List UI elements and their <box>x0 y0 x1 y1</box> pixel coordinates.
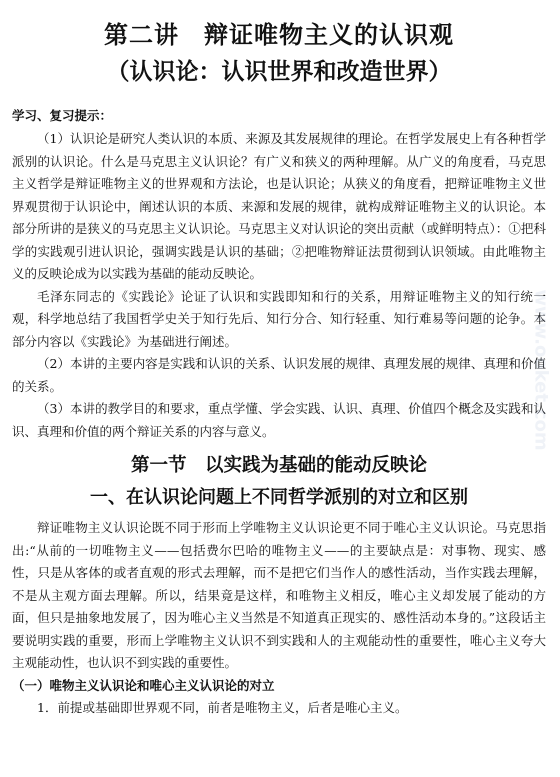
lecture-title: 第二讲 辩证唯物主义的认识观 <box>104 21 454 49</box>
study-paragraph-1: （1）认识论是研究人类认识的本质、来源及其发展规律的理论。在哲学发展史上有各种哲学派别的认识论。什么是马克思主义认识论？有广义和狭义的两种理解。从广义的角度看，马克思主义哲学是辩证唯物主义的世界观和方法论，也是认识论；从狭义的角度看，把辩证唯物主义世界观贯彻于认识论中，阐述认识的本质、来源和发展的规律，就构成辩证唯物主义的认识论。本部分所讲的是狭义的马克思主义认识论。马克思主义对认识论的突出贡献（或鲜明特点）：①把科学的实践观引进认识论，强调实践是认识的基础；②把唯物辩证法贯彻到认识领域。由此唯物主义的反映论成为以实践为基础的能动反映论。 <box>12 131 546 281</box>
subsection-title: 一、在认识论问题上不同哲学派别的对立和区别 <box>90 487 468 508</box>
list-item: 1．前提或基础即世界观不同，前者是唯物主义，后者是唯心主义。 <box>37 699 408 715</box>
study-paragraph-3: （2）本讲的主要内容是实践和认识的关系、认识发展的规律、真理发展的规律、真理和价值的关系。 <box>12 356 546 394</box>
study-paragraph-2: 毛泽东同志的《实践论》论证了认识和实践即知和行的关系，用辩证唯物主义的知行统一观，科学地总结了我国哲学史关于知行先后、知行分合、知行轻重、知行难易等问题的论争。本部分内容以《实践论》为基础进行阐述。 <box>12 288 546 349</box>
study-tips-header: 学习、复习提示： <box>12 108 113 123</box>
watermark-text: www.ooket.com <box>530 289 552 451</box>
lecture-subtitle: （认识论：认识世界和改造世界） <box>106 59 452 85</box>
section-title: 第一节 以实践为基础的能动反映论 <box>130 455 427 476</box>
subheading: （一）唯物主义认识论和唯心主义认识论的对立 <box>12 677 275 693</box>
body-paragraph: 辩证唯物主义认识论既不同于形而上学唯物主义认识论更不同于唯心主义认识论。马克思指出:“从前的一切唯物主义——包括费尔巴哈的唯物主义——的主要缺点是：对事物、现实、感性，只是从客体的或者直观的形式去理解，而不是把它们当作人的感性活动，当作实践去理解，不是从主观方面去理解。所以，结果竟是这样，和唯物主义相反，唯心主义却发展了能动的方面，但只是抽象地发展了，因为唯心主义当然是不知道真正现实的、感性活动本身的。”这段话主要说明实践的重要，形而上学唯物主义认识不到实践和人的主观能动性的重要性，唯心主义夸大主观能动性，也认识不到实践的重要性。 <box>12 520 546 670</box>
study-paragraph-4: （3）本讲的教学目的和要求，重点学懂、学会实践、认识、真理、价值四个概念及实践和认识、真理和价值的两个辩证关系的内容与意义。 <box>12 401 546 439</box>
